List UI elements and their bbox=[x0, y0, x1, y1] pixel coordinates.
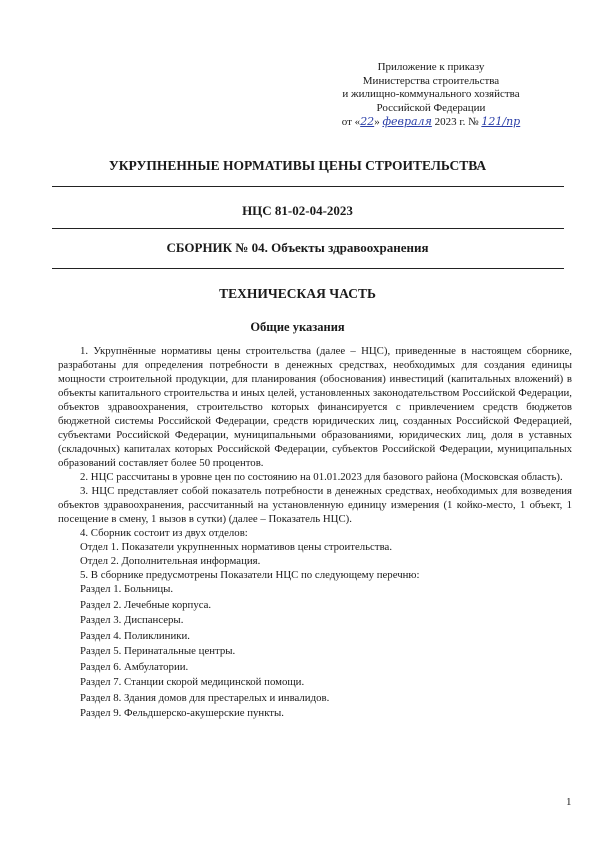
main-title: УКРУПНЕННЫЕ НОРМАТИВЫ ЦЕНЫ СТРОИТЕЛЬСТВА bbox=[108, 158, 487, 173]
page-number: 1 bbox=[566, 796, 572, 808]
norm-code: НЦС 81-02-04-2023 bbox=[242, 203, 353, 218]
divider-2 bbox=[52, 228, 564, 229]
paragraph-3: 3. НЦС представляет собой показатель потребности в денежных средствах, необходимых для возведения объектов здравоохранения, рассчитанный на установленную единицу измерения (1 койко-место, 1 объект, 1 посещение в смену, 1 вызов в сутки) (далее – Показатель НЦС). bbox=[58, 485, 572, 525]
section-item-6: Раздел 6. Амбулатории. bbox=[80, 660, 189, 673]
section-item-1: Раздел 1. Больницы. bbox=[80, 583, 174, 595]
paragraph-5: 5. В сборнике предусмотрены Показатели НЦС по следующему перечню: bbox=[80, 569, 420, 581]
department-1: Отдел 1. Показатели укрупненных нормативов цены строительства. bbox=[80, 541, 393, 553]
paragraph-2: 2. НЦС рассчитаны в уровне цен по состоянию на 01.01.2023 для базового района (Московская область). bbox=[80, 471, 563, 483]
paragraph-1: 1. Укрупнённые нормативы цены строительства (далее – НЦС), приведенные в настоящем сборнике, разработаны для определения потребности в денежных средствах, необходимых для создания единицы мощности строительной продукции, для планирования (обоснования) инвестиций (капитальных вложений) в объекты капитального строительства и иных целей, установленных законодательством Российской Федерации, объектов здравоохранения, строительство которых финансируется с привлечением средств бюджетов бюджетной системы Российской Федерации, средств юридических лиц, созданных Российской Федерацией, субъектами Российской Федерации, муниципальными образованиями, юридических лиц, доля в уставных (складочных) капиталах которых Российской Федерации, субъектов Российской Федерации, муниципальных образований составляет более 50 процентов. bbox=[58, 345, 572, 469]
divider-3 bbox=[52, 268, 564, 269]
document-body bbox=[58, 344, 572, 722]
divider-1 bbox=[52, 186, 564, 187]
handwritten-month: февраля bbox=[382, 115, 432, 128]
collection-title: СБОРНИК № 04. Объекты здравоохранения bbox=[166, 240, 429, 255]
date-prefix: от « bbox=[341, 116, 361, 128]
part-title: ТЕХНИЧЕСКАЯ ЧАСТЬ bbox=[219, 286, 376, 301]
date-mid: » bbox=[374, 116, 383, 128]
section-item-4: Раздел 4. Поликлиники. bbox=[80, 629, 190, 642]
section-item-9: Раздел 9. Фельдшерско-акушерские пункты. bbox=[80, 707, 284, 719]
section-item-5: Раздел 5. Перинатальные центры. bbox=[80, 645, 236, 657]
handwritten-day: 22 bbox=[360, 115, 375, 128]
approval-line-3: и жилищно-коммунального хозяйства bbox=[342, 88, 520, 100]
approval-date-line bbox=[300, 115, 562, 130]
approval-line-1: Приложение к приказу bbox=[377, 61, 485, 73]
approval-line-4: Российской Федерации bbox=[376, 101, 486, 114]
paragraph-4: 4. Сборник состоит из двух отделов: bbox=[80, 527, 248, 539]
approval-line-2: Министерства строительства bbox=[362, 74, 500, 87]
section-item-3: Раздел 3. Диспансеры. bbox=[80, 614, 184, 626]
section-item-2: Раздел 2. Лечебные корпуса. bbox=[80, 598, 212, 611]
section-item-7: Раздел 7. Станции скорой медицинской помощи. bbox=[80, 676, 305, 688]
approval-block bbox=[300, 61, 562, 130]
date-year: 2023 г. № bbox=[431, 116, 482, 128]
department-2: Отдел 2. Дополнительная информация. bbox=[80, 555, 261, 567]
section-item-8: Раздел 8. Здания домов для престарелых и инвалидов. bbox=[80, 691, 330, 704]
section-list bbox=[58, 582, 572, 720]
handwritten-order-number: 121/пр bbox=[481, 115, 521, 128]
subheading: Общие указания bbox=[250, 320, 345, 334]
